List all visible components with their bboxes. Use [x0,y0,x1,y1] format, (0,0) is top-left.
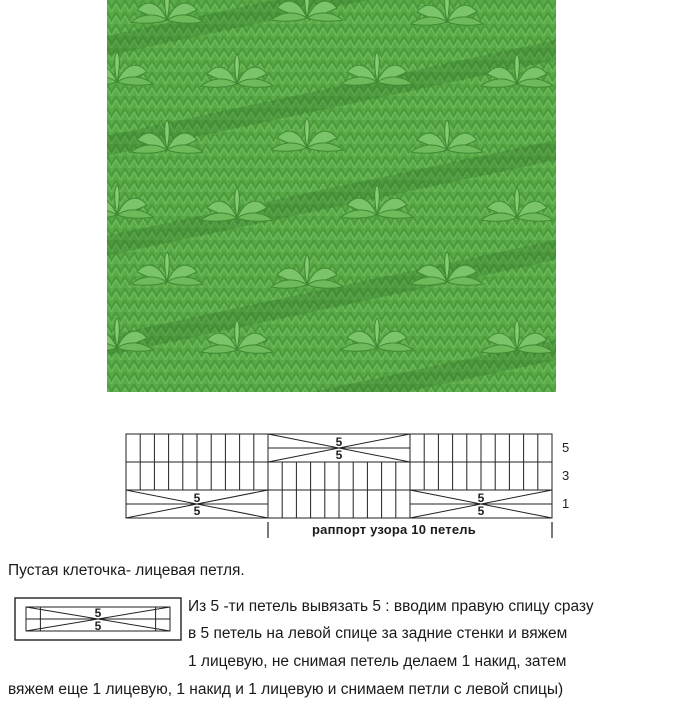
legend-symbol [14,597,182,641]
chart-symbol-row1-left-label-bottom: 5 [193,504,201,518]
legend-description-line-4: вяжем еще 1 лицевую, 1 накид и 1 лицевую и снимаем петли с левой спицы) [8,681,564,698]
legend-symbol-label-bottom: 5 [94,619,102,633]
chart-symbol-row5-label-top: 5 [335,435,343,449]
empty-cell-note: Пустая клеточка- лицевая петля. [8,562,245,579]
chart-symbol-row1-right-label-top: 5 [477,491,485,505]
legend-description-line-3: 1 лицевую, не снимая петель делаем 1 накид, затем [188,653,567,670]
row-label-5: 5 [562,440,570,455]
chart-symbol-row5-label-bottom: 5 [335,448,343,462]
legend-symbol-label-top: 5 [94,606,102,620]
legend-description-line-2: в 5 петель на левой спице за задние стенки и вяжем [188,625,568,642]
row-label-1: 1 [562,496,570,511]
legend-description-line-1: Из 5 -ти петель вывязать 5 : вводим правую спицу сразу [188,598,594,615]
chart-symbol-row1-right-label-bottom: 5 [477,504,485,518]
chart-symbol-row1-left-label-top: 5 [193,491,201,505]
row-label-3: 3 [562,468,570,483]
rapport-label: раппорт узора 10 петель [312,522,476,537]
knitted-swatch-photo [107,0,556,392]
